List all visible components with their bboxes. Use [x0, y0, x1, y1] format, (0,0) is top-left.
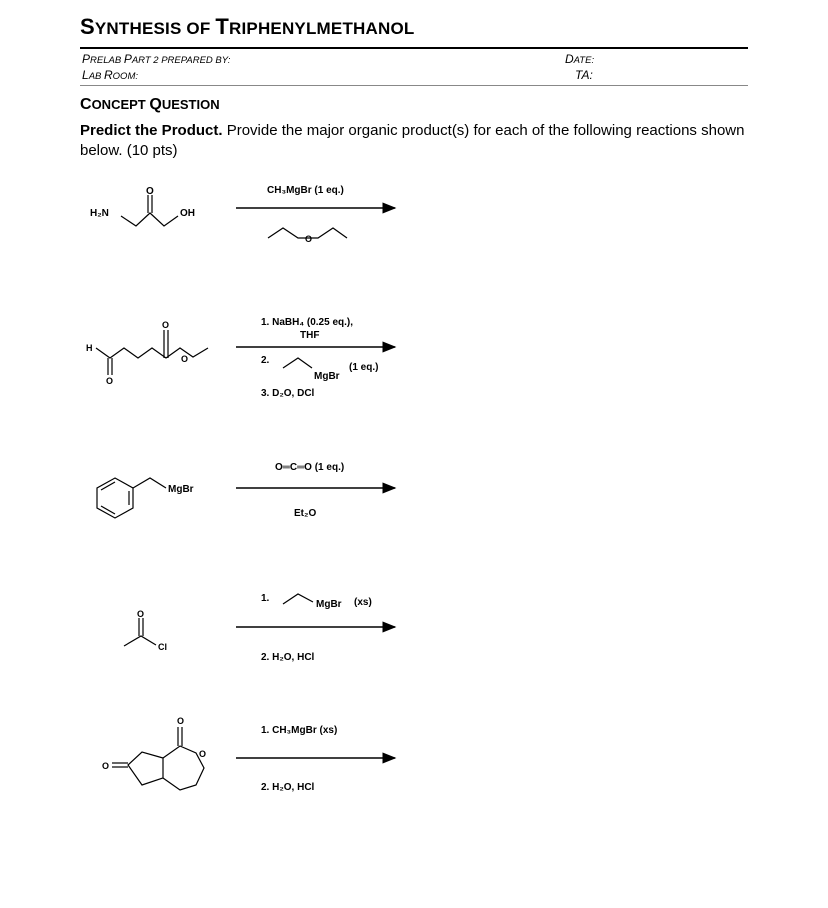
prelab-prepared-by-label: PRELAB PART 2 PREPARED BY:: [82, 52, 231, 66]
r1-oh-label: OH: [180, 208, 195, 219]
prompt-bold: Predict the Product.: [80, 122, 223, 139]
r5-o-label-ketone: O: [102, 761, 110, 771]
r2-step2-reagent: MgBr: [314, 371, 340, 382]
r2-o-label-ether: O: [181, 354, 189, 364]
r5-o-label-carbonyl: O: [177, 716, 185, 726]
r2-step1b: THF: [300, 330, 320, 341]
r1-solvent-o: O: [305, 234, 313, 244]
r4-cl-label: Cl: [158, 642, 167, 652]
r5-step2: 2. H₂O, HCl: [261, 782, 315, 793]
r1-starting-material-bonds: [121, 213, 178, 226]
r5-cyclopentanone-ring: [128, 752, 163, 785]
r2-h-label: H: [86, 343, 93, 353]
r4-step1-num: 1.: [261, 593, 270, 604]
r2-o-label-carbonyl: O: [162, 320, 170, 330]
r3-reagent: O═C═O (1 eq.): [275, 462, 345, 473]
prompt-text: Provide the major organic product(s) for each of the following reactions shown below. (10 pts): [80, 122, 745, 159]
r5-step1: 1. CH₃MgBr (xs): [261, 725, 338, 736]
r2-step2-eq: (1 eq.): [349, 362, 379, 373]
r3-ch2-bond: [133, 478, 166, 488]
page-title: SYNTHESIS OF TRIPHENYLMETHANOL: [80, 14, 415, 39]
lab-room-label: LAB ROOM:: [82, 68, 139, 82]
r3-mgbr-label: MgBr: [168, 484, 194, 495]
r5-o-label-ring: O: [199, 749, 207, 759]
r4-step1-xs: (xs): [354, 597, 372, 608]
r1-o-label: O: [146, 186, 154, 197]
r4-acyl-chloride-bonds: [124, 636, 156, 646]
r2-ethyl-grignard: [283, 358, 312, 368]
ta-label: TA:: [575, 68, 593, 82]
r3-ring-double-1: [101, 482, 115, 490]
reaction-1: [121, 195, 395, 238]
r4-o-label: O: [137, 609, 145, 619]
r3-solvent: Et₂O: [294, 508, 317, 519]
r1-amine-label: H₂N: [90, 208, 109, 219]
r3-ring-double-3: [101, 506, 115, 514]
date-label: DATE:: [565, 52, 595, 66]
reaction-5: [112, 727, 395, 790]
r1-reagent: CH₃MgBr (1 eq.): [267, 185, 344, 196]
r4-ethyl-grignard: [283, 594, 313, 604]
r4-step2: 2. H₂O, HCl: [261, 652, 315, 663]
r2-step3: 3. D₂O, DCl: [261, 388, 315, 399]
r3-benzene-ring: [97, 478, 133, 518]
r2-step2-num: 2.: [261, 355, 270, 366]
r2-starting-material-bonds: [96, 348, 208, 358]
reaction-3: [97, 478, 395, 518]
r2-step1a: 1. NaBH₄ (0.25 eq.),: [261, 317, 354, 328]
r2-o-label-ketone: O: [106, 376, 114, 386]
r4-step1-reagent: MgBr: [316, 599, 342, 610]
section-title: CONCEPT QUESTION: [80, 96, 220, 113]
r5-lactone-ring: [163, 746, 207, 790]
